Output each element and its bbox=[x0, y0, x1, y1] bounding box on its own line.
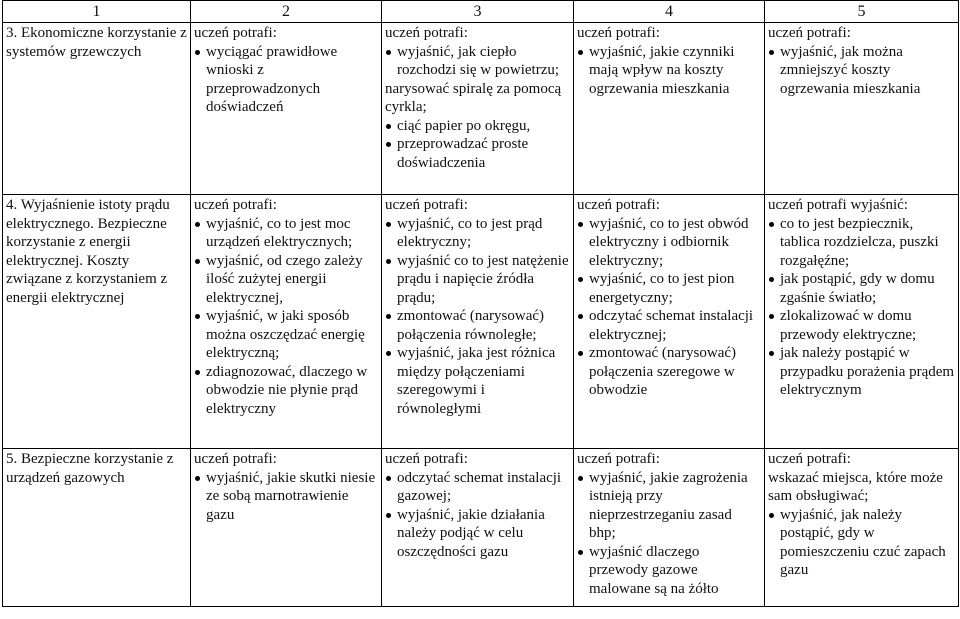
list-item: narysować spiralę za pomocą cyrkla; bbox=[385, 80, 562, 115]
cell-intro: uczeń potrafi: bbox=[577, 25, 660, 41]
requirement-cell bbox=[191, 23, 382, 195]
column-header: 1 bbox=[3, 1, 191, 23]
requirement-list bbox=[385, 215, 570, 419]
list-item: wyjaśnić dlaczego przewody gazowe malowane są na żółto bbox=[577, 543, 761, 599]
requirement-list bbox=[768, 469, 955, 580]
list-item: wyjaśnić, jakie zagrożenia istnieją przy nieprzestrzeganiu zasad bhp; bbox=[577, 469, 761, 543]
cell-intro: uczeń potrafi: bbox=[768, 451, 851, 467]
cell-intro: uczeń potrafi: bbox=[577, 197, 660, 213]
table-row bbox=[3, 449, 959, 607]
list-item: zlokalizować w domu przewody elektryczne; bbox=[768, 307, 955, 344]
list-item: wyjaśnić, co to jest prąd elektryczny; bbox=[385, 215, 570, 252]
cell-intro: uczeń potrafi: bbox=[194, 197, 277, 213]
list-item: zdiagnozować, dlaczego w obwodzie nie płynie prąd elektryczny bbox=[194, 363, 378, 419]
list-item: wyjaśnić, jakie działania należy podjąć w celu oszczędności gazu bbox=[385, 506, 570, 562]
requirement-cell bbox=[191, 195, 382, 449]
list-item: jak należy postąpić w przypadku porażenia prądem elektrycznym bbox=[768, 344, 955, 400]
list-item: co to jest bezpiecznik, tablica rozdzielcza, puszki rozgałęźne; bbox=[768, 215, 955, 271]
cell-intro: uczeń potrafi: bbox=[385, 25, 468, 41]
column-header: 2 bbox=[191, 1, 382, 23]
requirement-cell bbox=[382, 23, 574, 195]
requirement-cell bbox=[191, 449, 382, 607]
cell-intro: uczeń potrafi: bbox=[577, 451, 660, 467]
cell-intro: uczeń potrafi: bbox=[194, 25, 277, 41]
requirement-cell bbox=[765, 449, 959, 607]
list-item: wyjaśnić, jaka jest różnica między połączeniami szeregowymi i równoległymi bbox=[385, 344, 570, 418]
requirement-list bbox=[768, 43, 955, 99]
list-item: wyjaśnić, jak można zmniejszyć koszty ogrzewania mieszkania bbox=[768, 43, 955, 99]
list-item: zmontować (narysować) połączenia szeregowe w obwodzie bbox=[577, 344, 761, 400]
requirement-cell bbox=[382, 449, 574, 607]
column-header: 3 bbox=[382, 1, 574, 23]
list-item: wyciągać prawidłowe wnioski z przeprowadzonych doświadczeń bbox=[194, 43, 378, 117]
list-item: wyjaśnić, co to jest moc urządzeń elektrycznych; bbox=[194, 215, 378, 252]
table-row bbox=[3, 23, 959, 195]
list-item: wyjaśnić, co to jest pion energetyczny; bbox=[577, 270, 761, 307]
list-item: wyjaśnić, jakie czynniki mają wpływ na koszty ogrzewania mieszkania bbox=[577, 43, 761, 99]
requirement-cell bbox=[765, 23, 959, 195]
topic-cell: 3. Ekonomiczne korzystanie z systemów grzewczych bbox=[3, 23, 191, 195]
requirement-list bbox=[577, 469, 761, 599]
list-item: wyjaśnić, co to jest obwód elektryczny i odbiornik elektryczny; bbox=[577, 215, 761, 271]
column-header: 5 bbox=[765, 1, 959, 23]
cell-intro: uczeń potrafi: bbox=[385, 451, 468, 467]
requirement-cell bbox=[574, 195, 765, 449]
list-item: ciąć papier po okręgu, bbox=[385, 117, 570, 136]
list-item: odczytać schemat instalacji gazowej; bbox=[385, 469, 570, 506]
cell-intro: uczeń potrafi: bbox=[768, 25, 851, 41]
list-item: wyjaśnić co to jest natężenie prądu i napięcie źródła prądu; bbox=[385, 252, 570, 308]
requirement-cell bbox=[382, 195, 574, 449]
requirements-table bbox=[2, 0, 959, 607]
list-item: zmontować (narysować) połączenia równoległe; bbox=[385, 307, 570, 344]
list-item: wskazać miejsca, które może sam obsługiwać; bbox=[768, 469, 943, 504]
list-item: odczytać schemat instalacji elektrycznej; bbox=[577, 307, 761, 344]
requirement-cell bbox=[765, 195, 959, 449]
topic-cell: 5. Bezpieczne korzystanie z urządzeń gazowych bbox=[3, 449, 191, 607]
cell-intro: uczeń potrafi wyjaśnić: bbox=[768, 197, 908, 213]
requirement-list bbox=[194, 43, 378, 117]
list-item: wyjaśnić, jakie skutki niesie ze sobą marnotrawienie gazu bbox=[194, 469, 378, 525]
requirement-list bbox=[194, 469, 378, 525]
requirement-list bbox=[577, 43, 761, 99]
requirement-cell bbox=[574, 449, 765, 607]
requirement-list bbox=[577, 215, 761, 400]
list-item: jak postąpić, gdy w domu zgaśnie światło; bbox=[768, 270, 955, 307]
header-row bbox=[3, 1, 959, 23]
list-item: wyjaśnić, jak należy postąpić, gdy w pomieszczeniu czuć zapach gazu bbox=[768, 506, 955, 580]
requirement-list bbox=[194, 215, 378, 419]
column-header: 4 bbox=[574, 1, 765, 23]
table-row bbox=[3, 195, 959, 449]
list-item: wyjaśnić, w jaki sposób można oszczędzać energię elektryczną; bbox=[194, 307, 378, 363]
cell-intro: uczeń potrafi: bbox=[194, 451, 277, 467]
topic-cell: 4. Wyjaśnienie istoty prądu elektrycznego. Bezpieczne korzystanie z energii elektrycznej. Koszty związane z korzystaniem z energii elektrycznej bbox=[3, 195, 191, 449]
requirement-list bbox=[385, 469, 570, 562]
requirement-list bbox=[768, 215, 955, 400]
list-item: wyjaśnić, jak ciepło rozchodzi się w powietrzu; bbox=[385, 43, 570, 80]
cell-intro: uczeń potrafi: bbox=[385, 197, 468, 213]
requirement-list bbox=[385, 43, 570, 173]
requirement-cell bbox=[574, 23, 765, 195]
list-item: wyjaśnić, od czego zależy ilość zużytej energii elektrycznej, bbox=[194, 252, 378, 308]
list-item: przeprowadzać proste doświadczenia bbox=[385, 135, 570, 172]
